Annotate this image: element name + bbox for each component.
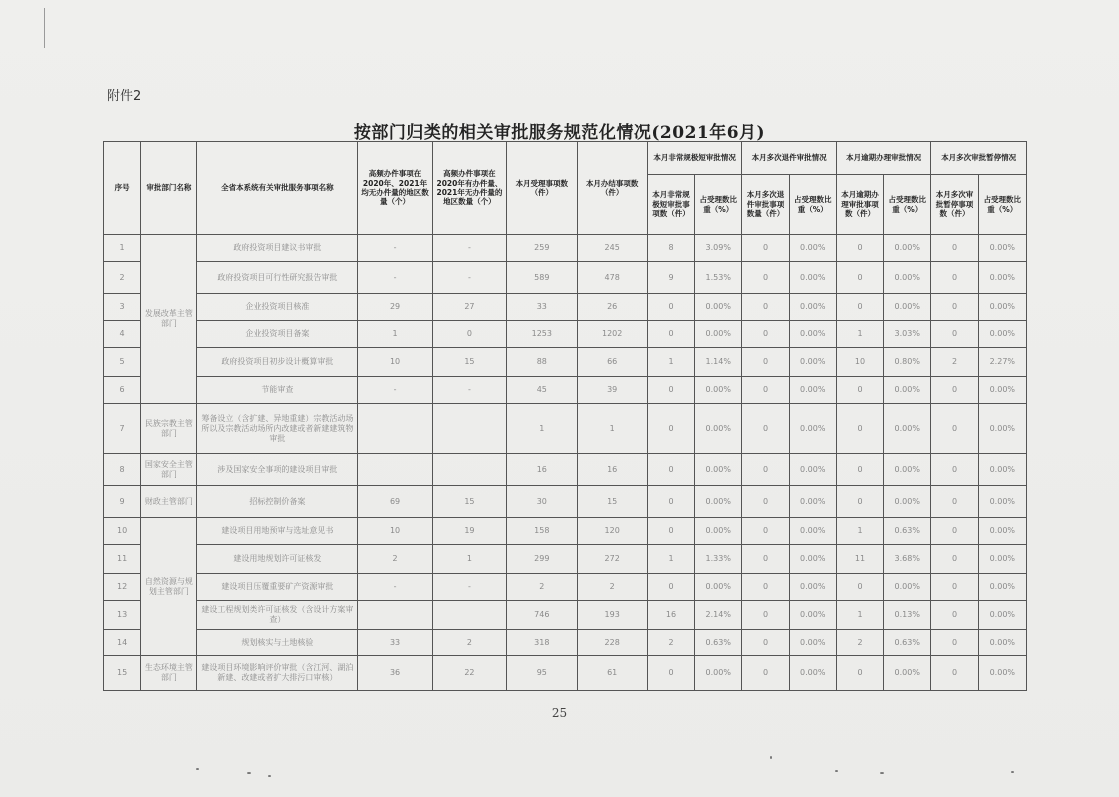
cell-return-ratio: 0.00% [789, 656, 836, 691]
table-row [104, 601, 1027, 630]
cell-pause-count: 0 [931, 518, 978, 545]
cell-pause-count: 0 [931, 377, 978, 404]
cell-high-freq-none [358, 454, 432, 486]
cell-high-freq-none: 36 [358, 656, 432, 691]
cell-completed: 66 [577, 348, 647, 377]
cell-overdue-ratio: 0.13% [884, 601, 931, 630]
cell-item: 招标控制价备案 [197, 486, 358, 518]
cell-high-freq-some: 19 [432, 518, 506, 545]
cell-short-ratio: 0.00% [695, 518, 742, 545]
cell-dept: 自然资源与规划主管部门 [141, 518, 197, 656]
cell-return-count: 0 [742, 518, 789, 545]
cell-pause-ratio: 0.00% [978, 574, 1026, 601]
cell-dept: 民族宗教主管部门 [141, 404, 197, 454]
cell-accepted: 1 [507, 404, 577, 454]
cell-completed: 245 [577, 235, 647, 262]
cell-overdue-count: 0 [836, 377, 883, 404]
cell-high-freq-none: 29 [358, 294, 432, 321]
cell-return-ratio: 0.00% [789, 404, 836, 454]
cell-pause-ratio: 0.00% [978, 262, 1026, 294]
cell-high-freq-none: - [358, 235, 432, 262]
cell-return-count: 0 [742, 321, 789, 348]
table-row [104, 348, 1027, 377]
cell-overdue-count: 0 [836, 235, 883, 262]
cell-short-ratio: 1.33% [695, 545, 742, 574]
cell-short-count: 2 [647, 630, 694, 656]
table-body [104, 235, 1027, 691]
cell-return-ratio: 0.00% [789, 601, 836, 630]
header-group-short: 本月非常规极短审批情况 [647, 142, 742, 175]
header-pause-ratio: 占受理数比重（%） [978, 175, 1026, 235]
cell-pause-count: 0 [931, 486, 978, 518]
scan-margin-line [44, 8, 45, 48]
cell-pause-count: 0 [931, 656, 978, 691]
cell-pause-count: 0 [931, 321, 978, 348]
cell-high-freq-some: 22 [432, 656, 506, 691]
header-high-freq-some: 高频办件事项在2020年有办件量、2021年无办件量的地区数量（个） [432, 142, 506, 235]
table-row [104, 235, 1027, 262]
cell-high-freq-some: 0 [432, 321, 506, 348]
cell-seq: 7 [104, 404, 141, 454]
cell-short-ratio: 0.00% [695, 486, 742, 518]
cell-completed: 478 [577, 262, 647, 294]
cell-item: 政府投资项目建议书审批 [197, 235, 358, 262]
cell-seq: 8 [104, 454, 141, 486]
page-title: 按部门归类的相关审批服务规范化情况(2021年6月) [353, 123, 766, 143]
cell-pause-count: 0 [931, 630, 978, 656]
cell-short-count: 8 [647, 235, 694, 262]
cell-return-ratio: 0.00% [789, 545, 836, 574]
cell-short-ratio: 0.00% [695, 656, 742, 691]
table-row [104, 454, 1027, 486]
cell-high-freq-some: - [432, 377, 506, 404]
cell-overdue-count: 0 [836, 656, 883, 691]
scan-speck [880, 772, 884, 774]
cell-return-count: 0 [742, 656, 789, 691]
cell-completed: 15 [577, 486, 647, 518]
cell-high-freq-none: 69 [358, 486, 432, 518]
cell-completed: 1202 [577, 321, 647, 348]
scan-speck [268, 775, 271, 777]
table-row [104, 262, 1027, 294]
cell-short-count: 0 [647, 574, 694, 601]
cell-return-count: 0 [742, 601, 789, 630]
header-overdue-ratio: 占受理数比重（%） [884, 175, 931, 235]
cell-pause-count: 0 [931, 545, 978, 574]
cell-return-count: 0 [742, 630, 789, 656]
cell-high-freq-none: 1 [358, 321, 432, 348]
cell-dept: 财政主管部门 [141, 486, 197, 518]
header-overdue-count: 本月逾期办理审批事项数（件） [836, 175, 883, 235]
cell-return-count: 0 [742, 377, 789, 404]
cell-pause-ratio: 0.00% [978, 235, 1026, 262]
cell-accepted: 299 [507, 545, 577, 574]
cell-high-freq-some: - [432, 235, 506, 262]
cell-short-count: 9 [647, 262, 694, 294]
header-completed: 本月办结事项数（件） [577, 142, 647, 235]
cell-short-ratio: 0.63% [695, 630, 742, 656]
cell-item: 涉及国家安全事项的建设项目审批 [197, 454, 358, 486]
cell-item: 建设项目用地预审与选址意见书 [197, 518, 358, 545]
cell-short-count: 0 [647, 321, 694, 348]
cell-return-count: 0 [742, 454, 789, 486]
cell-high-freq-some [432, 601, 506, 630]
cell-return-ratio: 0.00% [789, 574, 836, 601]
header-item: 全省本系统有关审批服务事项名称 [197, 142, 358, 235]
cell-high-freq-some: 15 [432, 348, 506, 377]
cell-overdue-ratio: 0.63% [884, 518, 931, 545]
cell-overdue-count: 2 [836, 630, 883, 656]
cell-accepted: 2 [507, 574, 577, 601]
cell-pause-count: 0 [931, 235, 978, 262]
header-group-pause: 本月多次审批暂停情况 [931, 142, 1027, 175]
cell-short-count: 0 [647, 656, 694, 691]
cell-completed: 2 [577, 574, 647, 601]
cell-overdue-ratio: 0.63% [884, 630, 931, 656]
cell-seq: 15 [104, 656, 141, 691]
cell-overdue-count: 0 [836, 404, 883, 454]
cell-seq: 1 [104, 235, 141, 262]
cell-return-ratio: 0.00% [789, 262, 836, 294]
header-short-ratio: 占受理数比重（%） [695, 175, 742, 235]
cell-pause-count: 0 [931, 454, 978, 486]
cell-pause-ratio: 0.00% [978, 321, 1026, 348]
cell-return-count: 0 [742, 574, 789, 601]
scan-speck [770, 756, 772, 759]
table-row [104, 574, 1027, 601]
cell-accepted: 16 [507, 454, 577, 486]
cell-completed: 272 [577, 545, 647, 574]
cell-overdue-ratio: 3.03% [884, 321, 931, 348]
cell-short-ratio: 0.00% [695, 294, 742, 321]
cell-seq: 13 [104, 601, 141, 630]
cell-seq: 3 [104, 294, 141, 321]
cell-return-ratio: 0.00% [789, 486, 836, 518]
cell-pause-ratio: 0.00% [978, 486, 1026, 518]
cell-overdue-ratio: 0.80% [884, 348, 931, 377]
cell-high-freq-some: - [432, 574, 506, 601]
cell-overdue-ratio: 0.00% [884, 486, 931, 518]
cell-accepted: 1253 [507, 321, 577, 348]
cell-overdue-ratio: 0.00% [884, 235, 931, 262]
cell-short-ratio: 1.53% [695, 262, 742, 294]
page-number: 25 [551, 706, 568, 720]
cell-short-ratio: 3.09% [695, 235, 742, 262]
cell-overdue-count: 0 [836, 294, 883, 321]
cell-item: 建设工程规划类许可证核发（含设计方案审查） [197, 601, 358, 630]
table-row [104, 545, 1027, 574]
cell-accepted: 259 [507, 235, 577, 262]
cell-seq: 6 [104, 377, 141, 404]
cell-short-ratio: 0.00% [695, 454, 742, 486]
cell-high-freq-none: - [358, 262, 432, 294]
header-dept: 审批部门名称 [141, 142, 197, 235]
cell-accepted: 45 [507, 377, 577, 404]
cell-pause-count: 0 [931, 574, 978, 601]
cell-high-freq-none: - [358, 377, 432, 404]
scan-speck [1011, 771, 1014, 773]
header-group-return: 本月多次退件审批情况 [742, 142, 837, 175]
cell-overdue-ratio: 0.00% [884, 454, 931, 486]
cell-completed: 120 [577, 518, 647, 545]
cell-short-count: 0 [647, 454, 694, 486]
cell-return-ratio: 0.00% [789, 235, 836, 262]
cell-completed: 193 [577, 601, 647, 630]
cell-seq: 9 [104, 486, 141, 518]
cell-short-count: 0 [647, 518, 694, 545]
cell-short-count: 0 [647, 404, 694, 454]
cell-short-ratio: 0.00% [695, 574, 742, 601]
cell-short-ratio: 1.14% [695, 348, 742, 377]
cell-short-count: 1 [647, 348, 694, 377]
cell-pause-ratio: 0.00% [978, 377, 1026, 404]
cell-return-ratio: 0.00% [789, 630, 836, 656]
cell-seq: 10 [104, 518, 141, 545]
cell-overdue-ratio: 0.00% [884, 294, 931, 321]
cell-overdue-count: 1 [836, 321, 883, 348]
cell-pause-ratio: 2.27% [978, 348, 1026, 377]
cell-item: 筹备设立（含扩建、异地重建）宗教活动场所以及宗教活动场所内改建或者新建建筑物审批 [197, 404, 358, 454]
scan-speck [247, 772, 251, 774]
cell-completed: 228 [577, 630, 647, 656]
header-group-overdue: 本月逾期办理审批情况 [836, 142, 931, 175]
cell-high-freq-some: - [432, 262, 506, 294]
cell-overdue-ratio: 3.68% [884, 545, 931, 574]
cell-overdue-count: 0 [836, 454, 883, 486]
cell-pause-ratio: 0.00% [978, 656, 1026, 691]
cell-completed: 16 [577, 454, 647, 486]
cell-pause-ratio: 0.00% [978, 454, 1026, 486]
cell-high-freq-none: - [358, 574, 432, 601]
cell-short-ratio: 0.00% [695, 321, 742, 348]
cell-short-ratio: 0.00% [695, 377, 742, 404]
cell-accepted: 95 [507, 656, 577, 691]
header-short-count: 本月非常规极短审批事项数（件） [647, 175, 694, 235]
cell-accepted: 746 [507, 601, 577, 630]
cell-overdue-ratio: 0.00% [884, 404, 931, 454]
table-row [104, 404, 1027, 454]
table-row [104, 486, 1027, 518]
cell-accepted: 318 [507, 630, 577, 656]
cell-overdue-count: 0 [836, 486, 883, 518]
cell-return-count: 0 [742, 486, 789, 518]
cell-pause-count: 0 [931, 601, 978, 630]
cell-pause-ratio: 0.00% [978, 545, 1026, 574]
cell-high-freq-none [358, 404, 432, 454]
cell-accepted: 88 [507, 348, 577, 377]
header-seq: 序号 [104, 142, 141, 235]
cell-item: 政府投资项目初步设计概算审批 [197, 348, 358, 377]
cell-accepted: 30 [507, 486, 577, 518]
cell-pause-ratio: 0.00% [978, 404, 1026, 454]
cell-pause-ratio: 0.00% [978, 601, 1026, 630]
cell-return-count: 0 [742, 404, 789, 454]
header-accepted: 本月受理事项数（件） [507, 142, 577, 235]
cell-item: 建设项目环境影响评价审批（含江河、湖泊新建、改建或者扩大排污口审核） [197, 656, 358, 691]
cell-item: 政府投资项目可行性研究报告审批 [197, 262, 358, 294]
cell-high-freq-none: 2 [358, 545, 432, 574]
cell-high-freq-some [432, 404, 506, 454]
cell-overdue-count: 1 [836, 601, 883, 630]
cell-dept: 发展改革主管部门 [141, 235, 197, 404]
cell-high-freq-none: 33 [358, 630, 432, 656]
cell-return-count: 0 [742, 294, 789, 321]
table-row [104, 630, 1027, 656]
cell-return-ratio: 0.00% [789, 321, 836, 348]
cell-short-ratio: 2.14% [695, 601, 742, 630]
cell-overdue-ratio: 0.00% [884, 262, 931, 294]
cell-seq: 4 [104, 321, 141, 348]
cell-overdue-count: 10 [836, 348, 883, 377]
cell-overdue-count: 11 [836, 545, 883, 574]
cell-pause-count: 0 [931, 262, 978, 294]
cell-short-count: 16 [647, 601, 694, 630]
approval-table [103, 141, 1027, 691]
cell-accepted: 158 [507, 518, 577, 545]
cell-return-ratio: 0.00% [789, 518, 836, 545]
cell-pause-count: 0 [931, 404, 978, 454]
cell-return-ratio: 0.00% [789, 348, 836, 377]
table-row [104, 377, 1027, 404]
cell-item: 企业投资项目核准 [197, 294, 358, 321]
table-row [104, 321, 1027, 348]
cell-overdue-ratio: 0.00% [884, 656, 931, 691]
cell-seq: 14 [104, 630, 141, 656]
cell-completed: 39 [577, 377, 647, 404]
table-row [104, 294, 1027, 321]
cell-return-ratio: 0.00% [789, 377, 836, 404]
cell-short-ratio: 0.00% [695, 404, 742, 454]
table-row [104, 518, 1027, 545]
cell-pause-count: 0 [931, 294, 978, 321]
cell-return-ratio: 0.00% [789, 294, 836, 321]
cell-high-freq-none [358, 601, 432, 630]
cell-return-count: 0 [742, 235, 789, 262]
header-high-freq-none: 高频办件事项在2020年、2021年均无办件量的地区数量（个） [358, 142, 432, 235]
cell-accepted: 589 [507, 262, 577, 294]
cell-item: 企业投资项目备案 [197, 321, 358, 348]
cell-return-ratio: 0.00% [789, 454, 836, 486]
cell-short-count: 0 [647, 294, 694, 321]
cell-high-freq-none: 10 [358, 518, 432, 545]
header-return-ratio: 占受理数比重（%） [789, 175, 836, 235]
cell-item: 建设项目压覆重要矿产资源审批 [197, 574, 358, 601]
cell-seq: 11 [104, 545, 141, 574]
cell-completed: 1 [577, 404, 647, 454]
cell-item: 规划核实与土地核验 [197, 630, 358, 656]
cell-return-count: 0 [742, 545, 789, 574]
header-return-count: 本月多次退件审批事项数量（件） [742, 175, 789, 235]
cell-dept: 生态环境主管部门 [141, 656, 197, 691]
scan-speck [196, 768, 199, 770]
attachment-label: 附件2 [107, 89, 142, 104]
cell-pause-ratio: 0.00% [978, 294, 1026, 321]
cell-completed: 61 [577, 656, 647, 691]
scan-speck [835, 770, 838, 772]
cell-completed: 26 [577, 294, 647, 321]
cell-return-count: 0 [742, 262, 789, 294]
cell-overdue-count: 1 [836, 518, 883, 545]
cell-short-count: 1 [647, 545, 694, 574]
cell-short-count: 0 [647, 486, 694, 518]
cell-high-freq-some: 27 [432, 294, 506, 321]
cell-overdue-count: 0 [836, 574, 883, 601]
cell-return-count: 0 [742, 348, 789, 377]
cell-item: 建设用地规划许可证核发 [197, 545, 358, 574]
cell-short-count: 0 [647, 377, 694, 404]
cell-pause-ratio: 0.00% [978, 518, 1026, 545]
cell-seq: 2 [104, 262, 141, 294]
cell-overdue-ratio: 0.00% [884, 574, 931, 601]
cell-pause-count: 2 [931, 348, 978, 377]
cell-high-freq-some [432, 454, 506, 486]
cell-overdue-count: 0 [836, 262, 883, 294]
table-row [104, 656, 1027, 691]
cell-high-freq-some: 15 [432, 486, 506, 518]
cell-high-freq-some: 1 [432, 545, 506, 574]
cell-pause-ratio: 0.00% [978, 630, 1026, 656]
cell-seq: 12 [104, 574, 141, 601]
cell-dept: 国家安全主管部门 [141, 454, 197, 486]
cell-accepted: 33 [507, 294, 577, 321]
header-pause-count: 本月多次审批暂停事项数（件） [931, 175, 978, 235]
cell-high-freq-some: 2 [432, 630, 506, 656]
cell-seq: 5 [104, 348, 141, 377]
cell-item: 节能审查 [197, 377, 358, 404]
cell-high-freq-none: 10 [358, 348, 432, 377]
cell-overdue-ratio: 0.00% [884, 377, 931, 404]
